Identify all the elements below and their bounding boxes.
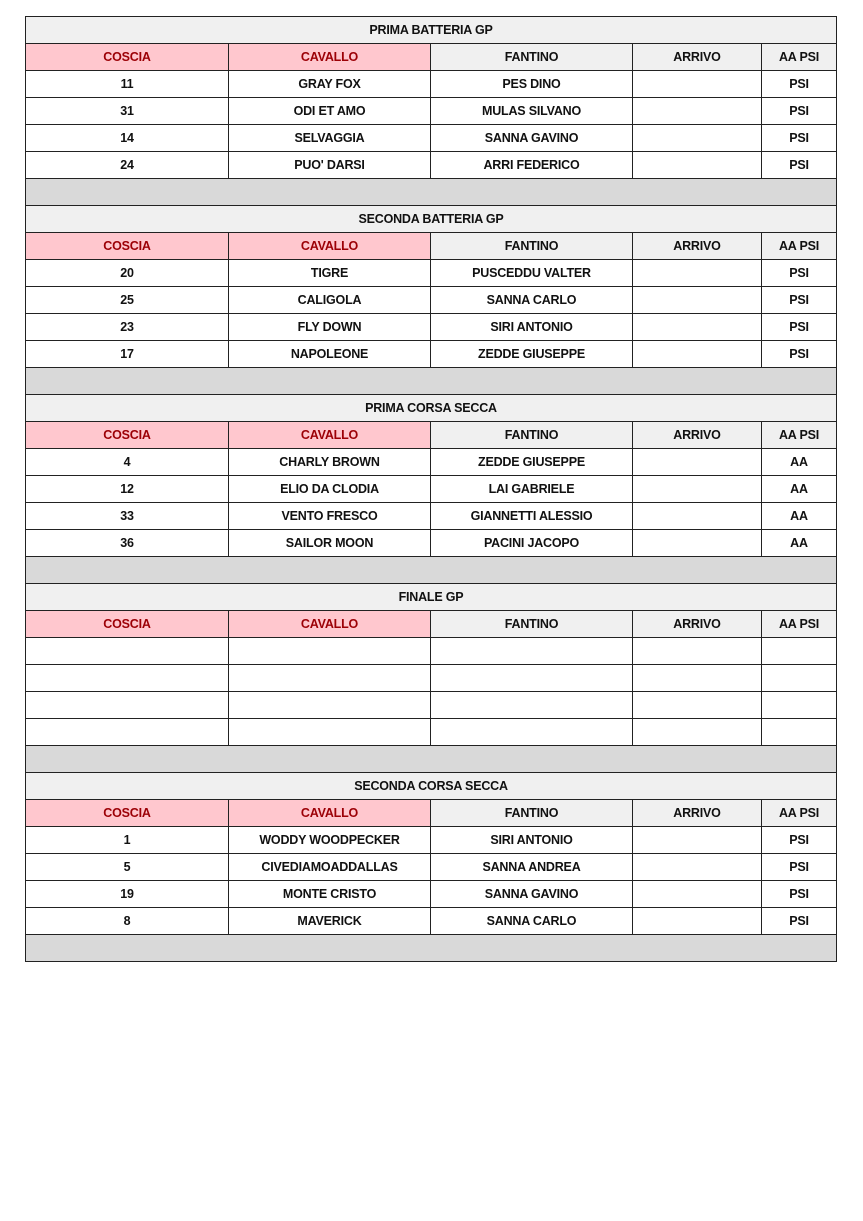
table-row [26, 665, 837, 692]
column-header-coscia: COSCIA [26, 611, 229, 638]
cell-cavallo[interactable]: VENTO FRESCO [229, 503, 431, 530]
cell-coscia[interactable]: 31 [26, 98, 229, 125]
cell-cavallo[interactable]: GRAY FOX [229, 71, 431, 98]
section-spacer [26, 746, 837, 773]
table-row [26, 287, 837, 314]
cell-arrivo[interactable] [633, 125, 762, 152]
cell-coscia[interactable]: 24 [26, 152, 229, 179]
column-header-row [26, 422, 837, 449]
cell-cavallo[interactable] [229, 692, 431, 719]
cell-aa-psi[interactable]: PSI [762, 287, 837, 314]
column-header-coscia: COSCIA [26, 44, 229, 71]
cell-fantino[interactable]: ARRI FEDERICO [431, 152, 633, 179]
section-spacer-row [26, 935, 837, 962]
column-header-fantino: FANTINO [431, 44, 633, 71]
section-spacer [26, 368, 837, 395]
column-header-row [26, 44, 837, 71]
cell-arrivo[interactable] [633, 98, 762, 125]
cell-cavallo[interactable]: MONTE CRISTO [229, 881, 431, 908]
table-row [26, 638, 837, 665]
column-header-cavallo: CAVALLO [229, 233, 431, 260]
section-title: SECONDA CORSA SECCA [26, 773, 837, 800]
column-header-row [26, 233, 837, 260]
cell-fantino[interactable]: SANNA GAVINO [431, 125, 633, 152]
cell-aa-psi[interactable]: PSI [762, 854, 837, 881]
cell-aa-psi[interactable]: AA [762, 449, 837, 476]
cell-coscia[interactable] [26, 665, 229, 692]
cell-arrivo[interactable] [633, 152, 762, 179]
cell-aa-psi[interactable]: AA [762, 476, 837, 503]
column-header-cavallo: CAVALLO [229, 611, 431, 638]
cell-fantino[interactable]: ZEDDE GIUSEPPE [431, 449, 633, 476]
cell-fantino[interactable] [431, 665, 633, 692]
cell-coscia[interactable]: 20 [26, 260, 229, 287]
cell-cavallo[interactable]: TIGRE [229, 260, 431, 287]
cell-coscia[interactable]: 23 [26, 314, 229, 341]
cell-arrivo[interactable] [633, 287, 762, 314]
cell-fantino[interactable]: PACINI JACOPO [431, 530, 633, 557]
cell-arrivo[interactable] [633, 314, 762, 341]
cell-fantino[interactable]: PES DINO [431, 71, 633, 98]
column-header-arrivo: ARRIVO [633, 800, 762, 827]
cell-fantino[interactable]: PUSCEDDU VALTER [431, 260, 633, 287]
cell-fantino[interactable]: SANNA ANDREA [431, 854, 633, 881]
section-title-row [26, 17, 837, 44]
column-header-aa-psi: AA PSI [762, 611, 837, 638]
table-row [26, 98, 837, 125]
cell-aa-psi[interactable]: PSI [762, 125, 837, 152]
cell-fantino[interactable] [431, 638, 633, 665]
cell-aa-psi[interactable]: AA [762, 530, 837, 557]
column-header-cavallo: CAVALLO [229, 422, 431, 449]
cell-arrivo[interactable] [633, 260, 762, 287]
cell-cavallo[interactable]: CIVEDIAMOADDALLAS [229, 854, 431, 881]
cell-aa-psi[interactable]: PSI [762, 260, 837, 287]
cell-arrivo[interactable] [633, 692, 762, 719]
table-row [26, 71, 837, 98]
cell-cavallo[interactable]: PUO' DARSI [229, 152, 431, 179]
cell-fantino[interactable]: MULAS SILVANO [431, 98, 633, 125]
column-header-coscia: COSCIA [26, 800, 229, 827]
section-spacer-row [26, 179, 837, 206]
cell-arrivo[interactable] [633, 719, 762, 746]
table-row [26, 476, 837, 503]
cell-cavallo[interactable] [229, 665, 431, 692]
table-row [26, 719, 837, 746]
column-header-aa-psi: AA PSI [762, 800, 837, 827]
cell-coscia[interactable] [26, 638, 229, 665]
cell-arrivo[interactable] [633, 881, 762, 908]
cell-cavallo[interactable]: CHARLY BROWN [229, 449, 431, 476]
cell-fantino[interactable]: SANNA CARLO [431, 287, 633, 314]
cell-arrivo[interactable] [633, 341, 762, 368]
cell-cavallo[interactable]: ODI ET AMO [229, 98, 431, 125]
table-row [26, 854, 837, 881]
cell-cavallo[interactable]: SELVAGGIA [229, 125, 431, 152]
cell-fantino[interactable]: LAI GABRIELE [431, 476, 633, 503]
cell-cavallo[interactable]: ELIO DA CLODIA [229, 476, 431, 503]
cell-arrivo[interactable] [633, 71, 762, 98]
cell-coscia[interactable] [26, 692, 229, 719]
table-row [26, 152, 837, 179]
cell-cavallo[interactable] [229, 638, 431, 665]
cell-cavallo[interactable] [229, 719, 431, 746]
cell-cavallo[interactable]: NAPOLEONE [229, 341, 431, 368]
cell-aa-psi[interactable] [762, 638, 837, 665]
cell-coscia[interactable]: 33 [26, 503, 229, 530]
cell-aa-psi[interactable]: PSI [762, 908, 837, 935]
cell-coscia[interactable]: 8 [26, 908, 229, 935]
section-spacer-row [26, 746, 837, 773]
cell-coscia[interactable]: 5 [26, 854, 229, 881]
cell-arrivo[interactable] [633, 449, 762, 476]
cell-aa-psi[interactable]: PSI [762, 314, 837, 341]
cell-coscia[interactable]: 19 [26, 881, 229, 908]
cell-aa-psi[interactable]: PSI [762, 881, 837, 908]
section-title-row [26, 773, 837, 800]
cell-coscia[interactable]: 17 [26, 341, 229, 368]
table-row [26, 503, 837, 530]
cell-arrivo[interactable] [633, 827, 762, 854]
column-header-cavallo: CAVALLO [229, 44, 431, 71]
column-header-aa-psi: AA PSI [762, 44, 837, 71]
table-row [26, 530, 837, 557]
column-header-arrivo: ARRIVO [633, 233, 762, 260]
cell-arrivo[interactable] [633, 908, 762, 935]
cell-aa-psi[interactable] [762, 719, 837, 746]
table-row [26, 908, 837, 935]
cell-aa-psi[interactable] [762, 692, 837, 719]
cell-fantino[interactable]: GIANNETTI ALESSIO [431, 503, 633, 530]
cell-cavallo[interactable]: WODDY WOODPECKER [229, 827, 431, 854]
column-header-aa-psi: AA PSI [762, 422, 837, 449]
cell-fantino[interactable]: SIRI ANTONIO [431, 314, 633, 341]
section-spacer [26, 935, 837, 962]
cell-coscia[interactable]: 14 [26, 125, 229, 152]
column-header-arrivo: ARRIVO [633, 422, 762, 449]
cell-fantino[interactable] [431, 692, 633, 719]
section-title: PRIMA BATTERIA GP [26, 17, 837, 44]
column-header-coscia: COSCIA [26, 233, 229, 260]
cell-fantino[interactable]: SANNA CARLO [431, 908, 633, 935]
table-row [26, 314, 837, 341]
cell-fantino[interactable]: SANNA GAVINO [431, 881, 633, 908]
column-header-aa-psi: AA PSI [762, 233, 837, 260]
table-row [26, 692, 837, 719]
cell-arrivo[interactable] [633, 503, 762, 530]
column-header-arrivo: ARRIVO [633, 611, 762, 638]
cell-cavallo[interactable]: MAVERICK [229, 908, 431, 935]
cell-cavallo[interactable]: SAILOR MOON [229, 530, 431, 557]
column-header-row [26, 800, 837, 827]
section-title-row [26, 206, 837, 233]
cell-arrivo[interactable] [633, 476, 762, 503]
cell-arrivo[interactable] [633, 665, 762, 692]
cell-cavallo[interactable]: CALIGOLA [229, 287, 431, 314]
cell-arrivo[interactable] [633, 854, 762, 881]
cell-coscia[interactable]: 1 [26, 827, 229, 854]
table-row [26, 449, 837, 476]
cell-aa-psi[interactable]: PSI [762, 152, 837, 179]
cell-coscia[interactable]: 11 [26, 71, 229, 98]
table-row [26, 881, 837, 908]
column-header-row [26, 611, 837, 638]
section-title: FINALE GP [26, 584, 837, 611]
column-header-cavallo: CAVALLO [229, 800, 431, 827]
section-spacer-row [26, 557, 837, 584]
cell-aa-psi[interactable]: PSI [762, 827, 837, 854]
cell-aa-psi[interactable]: PSI [762, 98, 837, 125]
section-title-row [26, 395, 837, 422]
cell-coscia[interactable]: 36 [26, 530, 229, 557]
column-header-coscia: COSCIA [26, 422, 229, 449]
column-header-fantino: FANTINO [431, 422, 633, 449]
cell-coscia[interactable]: 12 [26, 476, 229, 503]
cell-fantino[interactable] [431, 719, 633, 746]
section-spacer [26, 557, 837, 584]
cell-aa-psi[interactable]: PSI [762, 71, 837, 98]
table-row [26, 827, 837, 854]
cell-arrivo[interactable] [633, 530, 762, 557]
section-title: SECONDA BATTERIA GP [26, 206, 837, 233]
section-spacer-row [26, 368, 837, 395]
table-row [26, 260, 837, 287]
cell-coscia[interactable]: 4 [26, 449, 229, 476]
table-row [26, 341, 837, 368]
cell-fantino[interactable]: ZEDDE GIUSEPPE [431, 341, 633, 368]
cell-coscia[interactable] [26, 719, 229, 746]
table-row [26, 125, 837, 152]
cell-aa-psi[interactable]: PSI [762, 341, 837, 368]
cell-fantino[interactable]: SIRI ANTONIO [431, 827, 633, 854]
cell-aa-psi[interactable]: AA [762, 503, 837, 530]
cell-coscia[interactable]: 25 [26, 287, 229, 314]
section-title-row [26, 584, 837, 611]
column-header-arrivo: ARRIVO [633, 44, 762, 71]
cell-aa-psi[interactable] [762, 665, 837, 692]
cell-cavallo[interactable]: FLY DOWN [229, 314, 431, 341]
column-header-fantino: FANTINO [431, 800, 633, 827]
column-header-fantino: FANTINO [431, 233, 633, 260]
race-sheet-table [25, 16, 837, 962]
section-spacer [26, 179, 837, 206]
column-header-fantino: FANTINO [431, 611, 633, 638]
section-title: PRIMA CORSA SECCA [26, 395, 837, 422]
cell-arrivo[interactable] [633, 638, 762, 665]
